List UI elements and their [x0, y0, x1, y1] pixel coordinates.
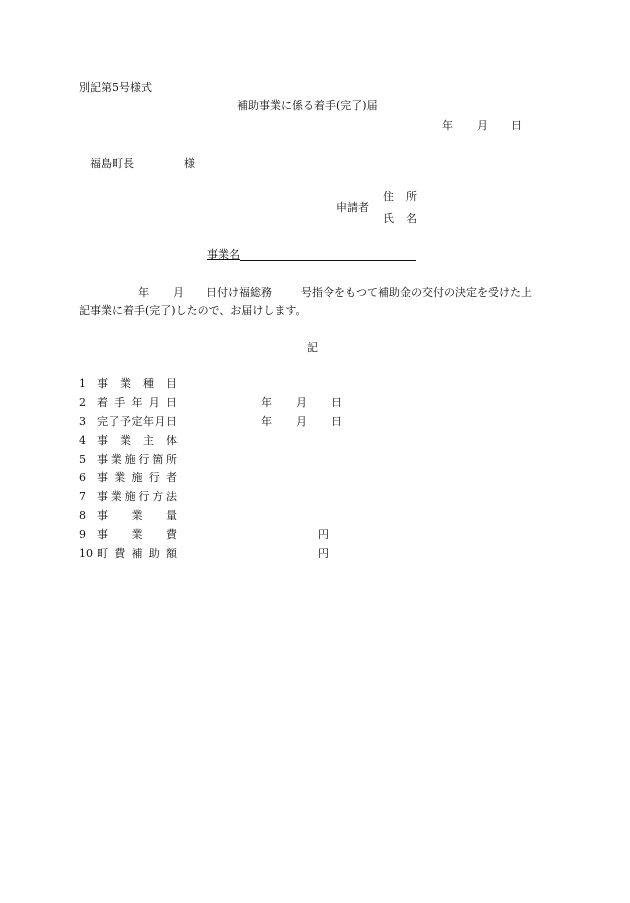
item-label: 事業施行者: [97, 471, 177, 484]
date-header-year: 年: [442, 119, 453, 132]
applicant-address-label: 住 所: [383, 190, 417, 203]
project-name-label: 事業名: [207, 248, 240, 261]
date-header-month: 月: [477, 119, 488, 132]
item-label: 事業施行箇所: [97, 453, 177, 466]
item-number: 1: [79, 377, 86, 390]
item-number: 4: [79, 434, 86, 447]
body-date-ref: 日付け福総務: [206, 286, 272, 299]
project-name-underline: [240, 260, 416, 261]
item-number: 8: [79, 509, 86, 522]
item-value-month: 月: [296, 415, 307, 428]
item-value-month: 月: [296, 396, 307, 409]
body-month: 月: [173, 286, 184, 299]
item-label: 事業費: [97, 528, 177, 541]
item-number: 6: [79, 471, 86, 484]
item-label: 完了予定年月日: [97, 415, 177, 428]
body-instruction: 号指令をもつて補助金の交付の決定を受けた上: [301, 286, 532, 299]
item-number: 7: [79, 490, 86, 503]
body-line2: 記事業に着手(完了)したので、お届けします。: [79, 304, 307, 317]
date-header-day: 日: [511, 119, 522, 132]
addressee-name: 福島町長: [90, 157, 134, 170]
item-label: 事業主体: [97, 434, 177, 447]
body-year: 年: [138, 286, 149, 299]
item-number: 5: [79, 453, 86, 466]
item-number: 2: [79, 396, 86, 409]
item-value-day: 日: [331, 396, 342, 409]
item-label: 町費補助額: [97, 547, 177, 560]
ki-heading: 記: [307, 341, 318, 354]
item-label: 着手年月日: [97, 396, 177, 409]
item-label: 事業種目: [97, 377, 177, 390]
applicant-name-label: 氏 名: [383, 212, 417, 225]
item-value-year: 年: [261, 415, 272, 428]
item-value-yen: 円: [318, 528, 329, 541]
document-title: 補助事業に係る着手(完了)届: [237, 99, 378, 112]
item-value-year: 年: [261, 396, 272, 409]
addressee-honorific: 様: [184, 157, 195, 170]
item-label: 事業施行方法: [97, 490, 177, 503]
item-number: 10: [79, 547, 93, 560]
item-number: 3: [79, 415, 86, 428]
form-number: 別記第5号様式: [79, 81, 152, 94]
applicant-label: 申請者: [336, 201, 369, 214]
item-value-yen: 円: [318, 547, 329, 560]
item-number: 9: [79, 528, 86, 541]
item-label: 事業量: [97, 509, 177, 522]
item-value-day: 日: [331, 415, 342, 428]
